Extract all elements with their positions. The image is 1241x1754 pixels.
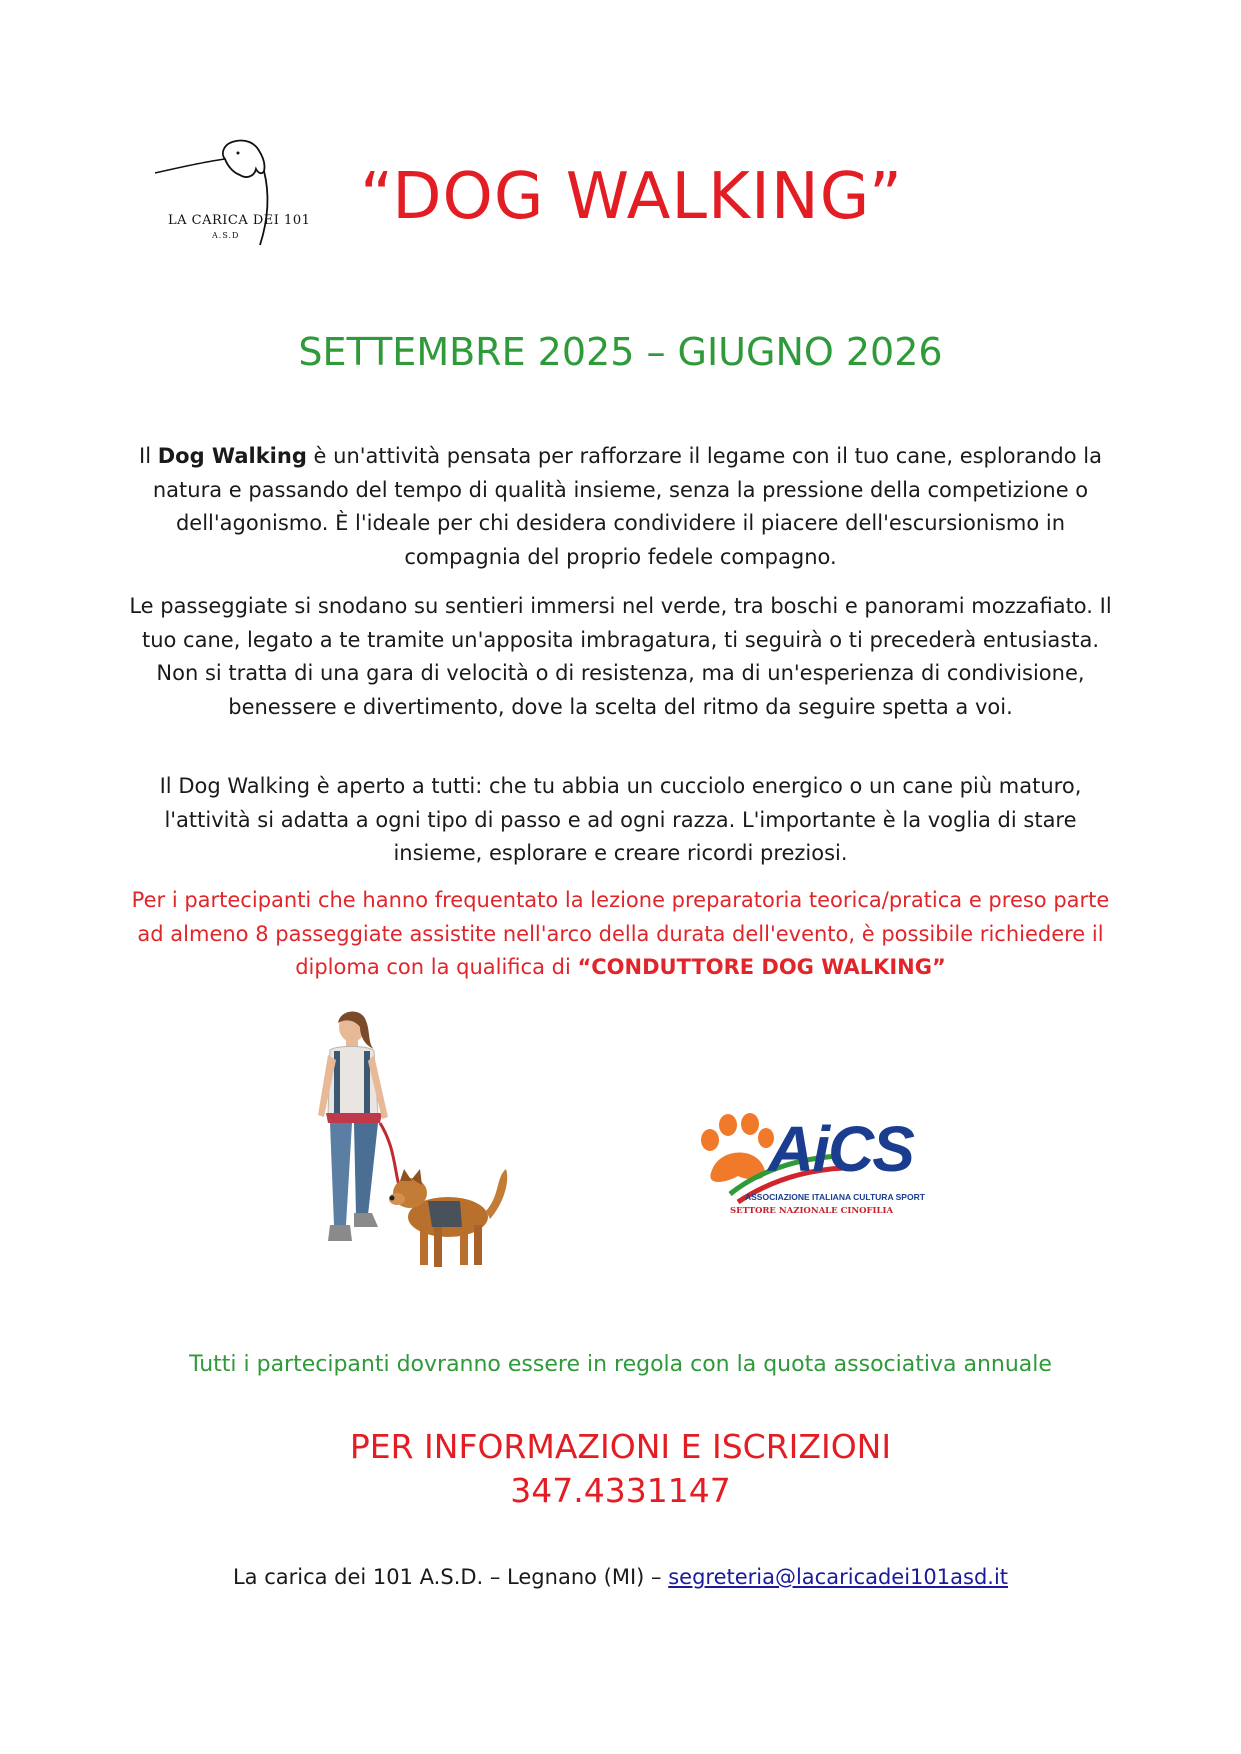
intro-paragraph xyxy=(125,440,1116,574)
diploma-qualification: “CONDUTTORE DOG WALKING” xyxy=(577,955,946,979)
email-link[interactable]: segreteria@lacaricadei101asd.it xyxy=(668,1565,1009,1589)
open-text: Il Dog Walking è aperto a tutti: che tu abbia un cucciolo energico o un cane più maturo, l'attività si adatta a ogni tipo di passo e ad ogni razza. L'importante è la voglia di stare insieme, esplorare e creare ricordi preziosi. xyxy=(159,774,1082,865)
footer-text: La carica dei 101 A.S.D. – Legnano (MI) – xyxy=(232,1565,669,1589)
aics-brand: AiCS xyxy=(768,1113,913,1185)
intro-after: è un'attività pensata per rafforzare il legame con il tuo cane, esplorando la natura e passando del tempo di qualità insieme, senza la pressione della competizione o dell'agonismo. È l'ideale per chi desidera condividere il piacere dell'escursionismo in compagnia del proprio fedele compagno. xyxy=(152,444,1102,569)
info-block xyxy=(0,1425,1241,1513)
info-phone[interactable]: 347.4331147 xyxy=(510,1471,731,1510)
walks-paragraph xyxy=(125,590,1116,724)
walks-text: Le passeggiate si snodano su sentieri immersi nel verde, tra boschi e panorami mozzafiato. Il tuo cane, legato a te tramite un'apposita imbragatura, ti seguirà o ti precederà entusiasta. Non si tratta di una gara di velocità o di resistenza, ma di un'esperienza di condivisione, benessere e divertimento, dove la scelta del ritmo da seguire spetta a voi. xyxy=(129,594,1112,719)
diploma-paragraph xyxy=(125,884,1116,985)
logo-subtitle: A.S.D xyxy=(212,231,240,240)
page-title: “DOG WALKING” xyxy=(360,160,904,234)
aics-sector: SETTORE NAZIONALE CINOFILIA xyxy=(730,1206,894,1216)
diploma-text: Per i partecipanti che hanno frequentato la lezione preparatoria teorica/pratica e preso parte ad almeno 8 passeggiate assistite nell'arco della durata dell'evento, è possibile richiedere il diploma con la qualifica di xyxy=(131,888,1110,979)
event-period: SETTEMBRE 2025 – GIUGNO 2026 xyxy=(298,330,943,374)
intro-before: Il xyxy=(139,444,158,468)
woman-walking-dog-illustration xyxy=(300,1005,520,1305)
info-heading: PER INFORMAZIONI E ISCRIZIONI xyxy=(349,1427,892,1466)
membership-notice: Tutti i partecipanti dovranno essere in regola con la quota associativa annuale xyxy=(189,1352,1052,1377)
logo-name: LA CARICA DEI 101 xyxy=(168,213,311,228)
club-logo xyxy=(150,135,310,250)
open-paragraph xyxy=(125,770,1116,871)
aics-logo xyxy=(690,1110,935,1225)
intro-bold: Dog Walking xyxy=(157,444,307,468)
aics-name: ASSOCIAZIONE ITALIANA CULTURA SPORT xyxy=(745,1192,925,1202)
footer xyxy=(0,1565,1241,1589)
